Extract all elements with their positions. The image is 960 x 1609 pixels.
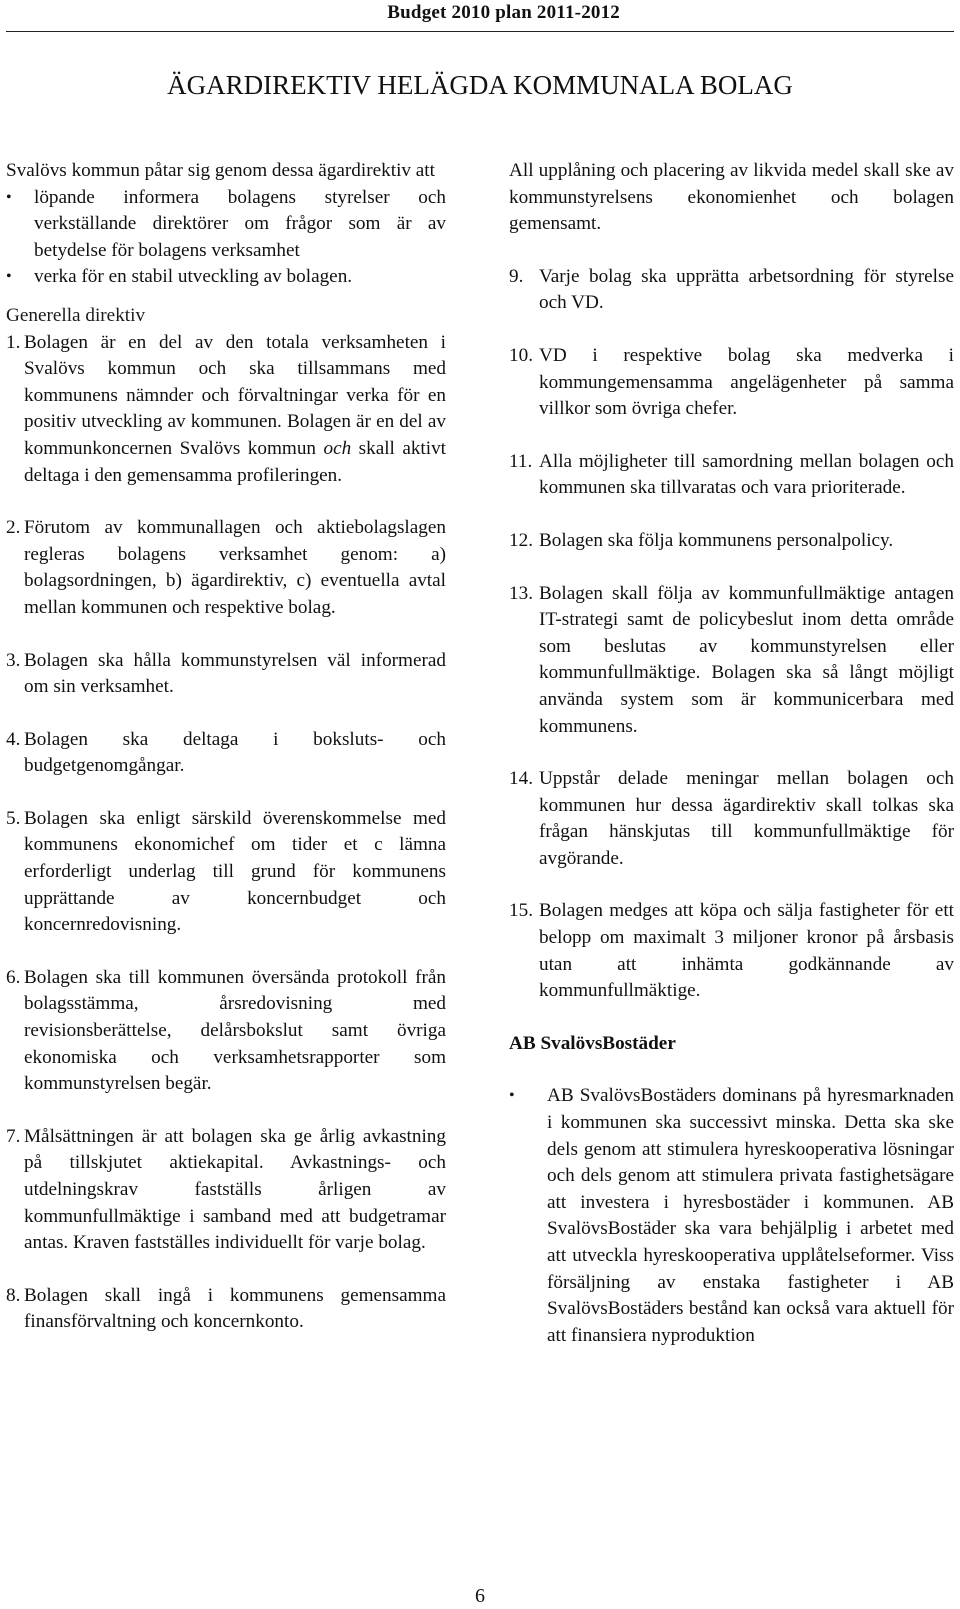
page-number: 6 [475,1585,485,1607]
directive-item-13 [509,581,954,741]
directive-number: 2. [6,517,21,539]
directive-number: 6. [6,966,21,988]
directive-text-part: Bolagen är en del av den totala verksamheten i Svalövs kommun och ska tillsammans med kommunens nämnder och förvaltningar verka för en positiv utveckling av kommunen. Bolagen är en del av kommunkoncernen Svalövs kommun [24,331,446,459]
directive-item-5 [6,806,446,939]
directive-text: Bolagen medges att köpa och sälja fastigheter för ett belopp om maximalt 3 miljoner kronor på årsbasis utan att inhämta godkännande av kommunfullmäktige. [539,900,954,1002]
svalovsbostader-bullet-text: AB SvalövsBostäders dominans på hyresmarknaden i kommunen ska successivt minska. Detta ska ske dels genom att stimulera hyreskooperativa lösningar och dels genom att stimulera privata fastighetsägare att investera i hyresbostäder i kommunen. AB SvalövsBostäder ska vara behjälplig i arbetet med att utveckla hyreskooperativa upplåtelseformer. Viss försäljning av enstaka fastigheter i AB SvalövsBostäders bestånd kan också vara aktuell för att finansiera nyproduktion [547,1085,954,1346]
directive-text: Bolagen ska följa kommunens personalpolicy. [539,529,894,551]
continuation-paragraph: All upplåning och placering av likvida medel skall ske av kommunstyrelsens ekonomienhet och bolagen gemensamt. [509,160,954,235]
directive-text: Uppstår delade meningar mellan bolagen och kommunen hur dessa ägardirektiv skall tolkas ska frågan hänskjutas till kommunfullmäktige för avgörande. [539,768,954,869]
directive-number: 14. [509,768,533,790]
directive-number: 10. [509,344,533,366]
directive-item-15 [509,898,954,1004]
directive-text [18,330,446,490]
directive-text-italic: och [323,437,352,459]
intro-bullet-list [6,185,446,291]
directive-text: Alla möjligheter till samordning mellan bolagen och kommunen ska tillvaratas och vara prioriterade. [539,450,954,499]
directive-item-9 [509,264,954,317]
section-title-svalovsbostader: AB SvalövsBostäder [509,1032,676,1054]
directive-item-8 [6,1283,446,1336]
directive-number: 12. [509,529,533,551]
directive-number: 5. [6,807,21,829]
bullet-dot-icon: • [509,1087,515,1105]
directive-text: Bolagen ska till kommunen översända protokoll från bolagsstämma, årsredovisning med revisionsberättelse, delårsbokslut samt övriga ekonomiska och verksamhetsrapporter som kommunstyrelsen begär. [24,966,446,1095]
directive-number: 13. [509,582,533,604]
directive-text: Bolagen skall följa av kommunfullmäktige antagen IT-strategi samt de policybeslut inom detta område som beslutas av kommunstyrelsen eller kommunfullmäktige. Bolagen ska så långt möjligt använda system som är kommunicerbara med kommunens. [539,582,954,737]
directive-item-4 [6,727,446,780]
directive-text: Bolagen ska hålla kommunstyrelsen väl informerad om sin verksamhet. [24,649,446,698]
directive-item-12 [509,528,954,555]
directive-text: Bolagen ska enligt särskild överenskommelse med kommunens ekonomichef om tider et c lämna erforderligt underlag till grund för kommunens upprättande av koncernbudget och koncernredovisning. [24,807,446,936]
directive-number: 3. [6,649,21,671]
directive-item-10 [509,343,954,423]
directive-item-14 [509,766,954,872]
directive-item-7 [6,1124,446,1257]
directive-text: Bolagen skall ingå i kommunens gemensamma finansförvaltning och koncernkonto. [24,1284,446,1333]
svalovsbostader-bullet [509,1083,954,1349]
directive-text: Målsättningen är att bolagen ska ge årlig avkastning på tillskjutet aktiekapital. Avkastnings- och utdelningskrav fastställs årligen av kommunfullmäktige i samband med att budgetramar antas. Kraven fastställes individuellt för varje bolag. [24,1125,446,1254]
subheading-generella-direktiv: Generella direktiv [6,304,146,326]
directive-text: VD i respektive bolag ska medverka i kommungemensamma angelägenheter på samma villkor som övriga chefer. [539,344,954,420]
directive-item-2 [6,515,446,621]
directive-item-1 [6,330,446,490]
directive-text: Bolagen ska deltaga i boksluts- och budgetgenomgångar. [24,728,446,777]
intro-bullet-2: • verka för en stabil utveckling av bolagen. [6,264,446,291]
intro-paragraph: Svalövs kommun påtar sig genom dessa ägardirektiv att [6,160,435,181]
directive-number: 15. [509,900,533,922]
directive-number: 7. [6,1125,21,1147]
directive-item-11 [509,449,954,502]
header-divider [6,31,954,32]
directive-number: 9. [509,265,524,287]
directive-text: Förutom av kommunallagen och aktiebolagslagen regleras bolagens verksamhet genom: a) bolagsordningen, b) ägardirektiv, c) eventuella avtal mellan kommunen och respektive bolag. [24,517,446,618]
directive-text-part: skall aktivt deltaga i den gemensamma profileringen. [24,437,447,486]
directive-number: 4. [6,728,21,750]
directive-number: 11. [509,450,533,472]
page-title: ÄGARDIREKTIV HELÄGDA KOMMUNALA BOLAG [167,70,793,100]
intro-bullet-1: • löpande informera bolagens styrelser och verkställande direktörer om frågor som är av betydelse för bolagens verksamhet [6,185,446,265]
left-column [6,158,446,1336]
directive-item-3 [6,648,446,701]
right-column [509,158,954,1349]
running-header: Budget 2010 plan 2011-2012 [387,2,620,23]
directive-item-6 [6,965,446,1098]
directive-text: Varje bolag ska upprätta arbetsordning för styrelse och VD. [539,265,954,314]
directive-number: 1. [6,331,21,353]
directive-number: 8. [6,1284,21,1306]
